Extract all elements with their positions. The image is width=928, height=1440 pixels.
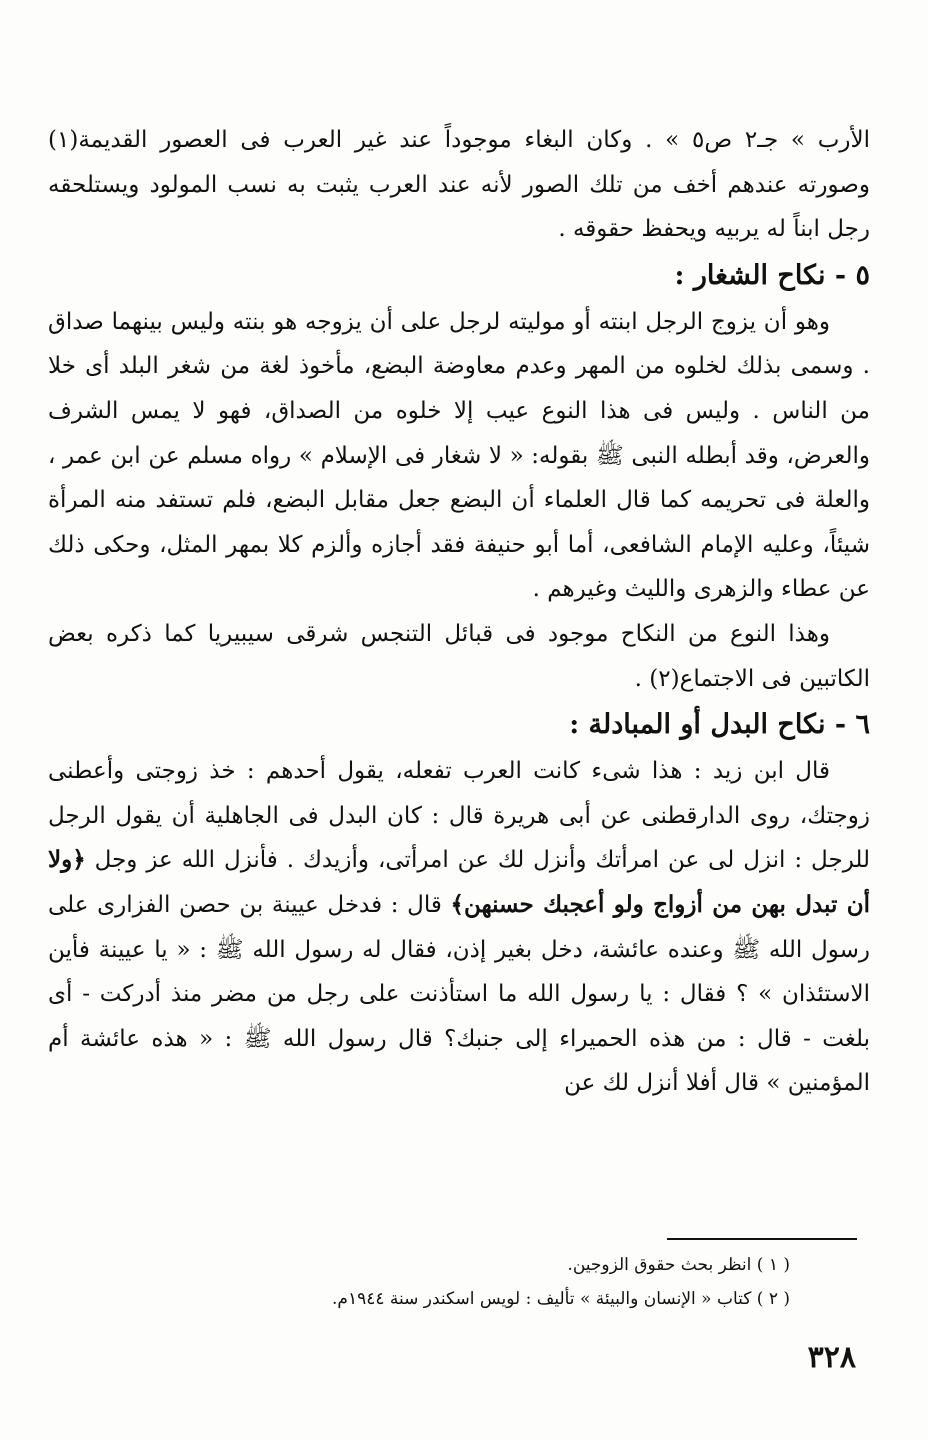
page-body [48,118,870,1106]
footnotes [48,1248,790,1316]
section-6-text-end: قال : فدخل عيينة بن حصن الفزارى على رسول الله ﷺ وعنده عائشة، دخل بغير إذن، فقال له رسول الله ﷺ : « يا عيينة فأين الاستئذان » ؟ فقال : يا رسول الله ما استأذنت على رجل من مضر منذ أدركت - أى بلغت - قال : من هذه الحميراء إلى جنبك؟ قال رسول الله ﷺ : « هذه عائشة أم المؤمنين » قال أفلا أنزل لك عن [48,891,870,1097]
quran-verse: ﴿ولا أن تبدل بهن من أزواج ولو أعجبك حسنهن﴾ [48,846,871,918]
footnote-divider [667,1238,857,1240]
intro-paragraph: الأرب » جـ٢ ص٥ » . وكان البغاء موجوداً عند غير العرب فى العصور القديمة(١) وصورته عندهم أخف من تلك الصور لأنه عند العرب يثبت به نسب المولود ويستلحقه رجل ابناً له يربيه ويحفظ حقوقه . [48,127,870,243]
section-5-paragraph-2: وهذا النوع من النكاح موجود فى قبائل التنجس شرقى سيبيريا كما ذكره بعض الكاتبين فى الاجتماع(٢) . [48,620,870,692]
section-5-heading: ٥ - نكاح الشغار : [674,259,870,291]
footnote-1: ( ١ ) انظر بحث حقوق الزوجين. [567,1255,790,1275]
section-6-heading: ٦ - نكاح البدل أو المبادلة : [569,709,870,741]
footnote-2: ( ٢ ) كتاب « الإنسان والبيئة » تأليف : لويس اسكندر سنة ١٩٤٤م. [332,1289,790,1309]
section-6-paragraph [48,749,870,1106]
section-5-paragraph-1: وهو أن يزوج الرجل ابنته أو موليته لرجل على أن يزوجه هو بنته وليس بينهما صداق . وسمى بذلك لخلوه من المهر وعدم معاوضة البضع، مأخوذ لغة من شغر البلد أى خلا من الناس . وليس فى هذا النوع عيب إلا خلوه من الصداق، فهو لا يمس الشرف والعرض، وقد أبطله النبى ﷺ بقوله: « لا شغار فى الإسلام » رواه مسلم عن ابن عمر ، والعلة فى تحريمه كما قال العلماء أن البضع جعل مقابل البضع، فلم تستفد منه المرأة شيئاً، وعليه الإمام الشافعى، أما أبو حنيفة فقد أجازه وألزم كلا بمهر المثل، وحكى ذلك عن عطاء والزهرى والليث وغيرهم . [48,308,870,603]
page-number: ٣٢٨ [807,1340,856,1375]
section-6-text-start: قال ابن زيد : هذا شىء كانت العرب تفعله، يقول أحدهم : خذ زوجتى وأعطنى زوجتك، روى الدارقطنى عن أبى هريرة قال : كان البدل فى الجاهلية أن يقول الرجل للرجل : انزل لى عن امرأتك وأنزل لك عن امرأتى، وأزيدك . فأنزل الله عز وجل [48,758,871,874]
